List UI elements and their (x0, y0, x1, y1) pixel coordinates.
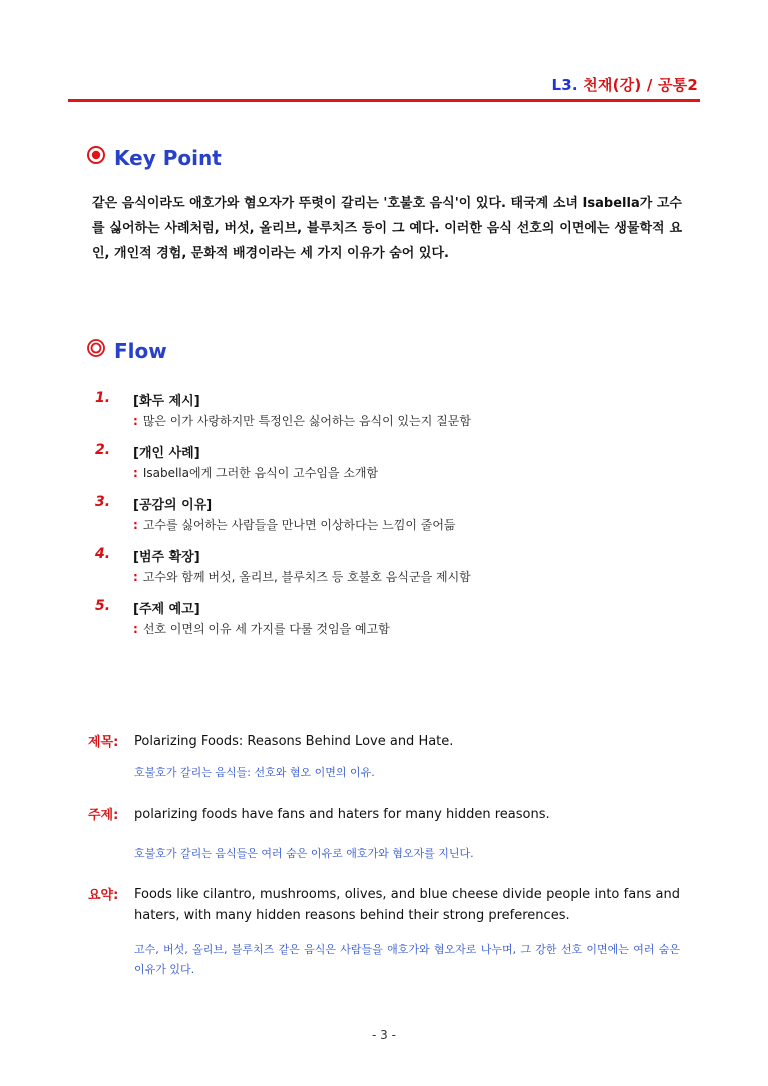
page-number: - 3 - (372, 1028, 396, 1042)
flow-heading (86, 338, 167, 363)
flow-step-text: 고수를 싫어하는 사람들을 만나면 이상하다는 느낌이 줄어듦 (142, 518, 456, 532)
summary-topic-korean: 호불호가 갈리는 음식들은 여러 숨은 이유로 애호가와 혐오자를 지닌다. (134, 847, 474, 860)
flow-step-number: 3. (95, 494, 111, 510)
flow-step-heading: [개인 사례] (133, 446, 200, 461)
summary-topic-english: polarizing foods have fans and haters for many hidden reasons. (134, 807, 550, 822)
page-header (551, 74, 698, 95)
flow-step-heading: [주제 예고] (133, 602, 200, 617)
flow-step-heading: [공감의 이유] (133, 498, 213, 513)
flow-step-number: 4. (95, 546, 111, 562)
summary-title-label: 제목: (88, 735, 119, 750)
summary-title-english: Polarizing Foods: Reasons Behind Love and Hate. (134, 734, 454, 749)
summary-abstract-english: Foods like cilantro, mushrooms, olives, and blue cheese divide people into fans and haters, with many hidden reasons behind their strong preferences. (134, 887, 680, 923)
header-divider (68, 99, 700, 102)
flow-step-description: : 많은 이가 사랑하지만 특정인은 싫어하는 음식이 있는지 질문함 (133, 414, 471, 428)
flow-step-description: : 고수를 싫어하는 사람들을 만나면 이상하다는 느낌이 줄어듦 (133, 518, 456, 532)
flow-title: Flow (114, 338, 167, 363)
textbook-name: 천재(강) (583, 76, 642, 94)
target-circle-icon (86, 145, 106, 170)
flow-step-text: 고수와 함께 버섯, 올리브, 블루치즈 등 호불호 음식군을 제시함 (142, 570, 471, 584)
key-point-title: Key Point (114, 145, 222, 170)
flow-step-text: Isabella에게 그러한 음식이 고수임을 소개함 (142, 466, 379, 480)
key-point-heading (86, 145, 222, 170)
flow-step-number: 1. (95, 390, 111, 406)
lesson-code: L3. (551, 76, 578, 94)
flow-step-number: 5. (95, 598, 111, 614)
flow-step-description: : Isabella에게 그러한 음식이 고수임을 소개함 (133, 466, 379, 480)
flow-step-text: 많은 이가 사랑하지만 특정인은 싫어하는 음식이 있는지 질문함 (142, 414, 471, 428)
flow-step-heading: [범주 확장] (133, 550, 200, 565)
summary-abstract-label: 요약: (88, 888, 119, 903)
summary-title-korean: 호불호가 갈리는 음식들: 선호와 혐오 이면의 이유. (134, 766, 375, 779)
double-circle-icon (86, 338, 106, 363)
flow-step-heading: [화두 제시] (133, 394, 200, 409)
header-separator: / (646, 76, 653, 94)
subject-group: 공통2 (657, 76, 698, 94)
flow-step-description: : 선호 이면의 이유 세 가지를 다룰 것임을 예고함 (133, 622, 390, 636)
flow-step-description: : 고수와 함께 버섯, 올리브, 블루치즈 등 호불호 음식군을 제시함 (133, 570, 471, 584)
flow-step-text: 선호 이면의 이유 세 가지를 다룰 것임을 예고함 (142, 622, 390, 636)
key-point-body: 같은 음식이라도 애호가와 혐오자가 뚜렷이 갈리는 '호불호 음식'이 있다. 태국계 소녀 Isabella가 고수를 싫어하는 사례처럼, 버섯, 올리브, 블루치즈 등이 그 예다. 이러한 음식 선호의 이면에는 생물학적 요인, 개인적 경험, 문화적 배경이라는 세 가지 이유가 숨어 있다. (92, 196, 682, 261)
flow-step-number: 2. (95, 442, 111, 458)
summary-topic-label: 주제: (88, 808, 119, 823)
summary-abstract-korean: 고수, 버섯, 올리브, 블루치즈 같은 음식은 사람들을 애호가와 혐오자로 나누며, 그 강한 선호 이면에는 여러 숨은 이유가 있다. (134, 943, 680, 976)
